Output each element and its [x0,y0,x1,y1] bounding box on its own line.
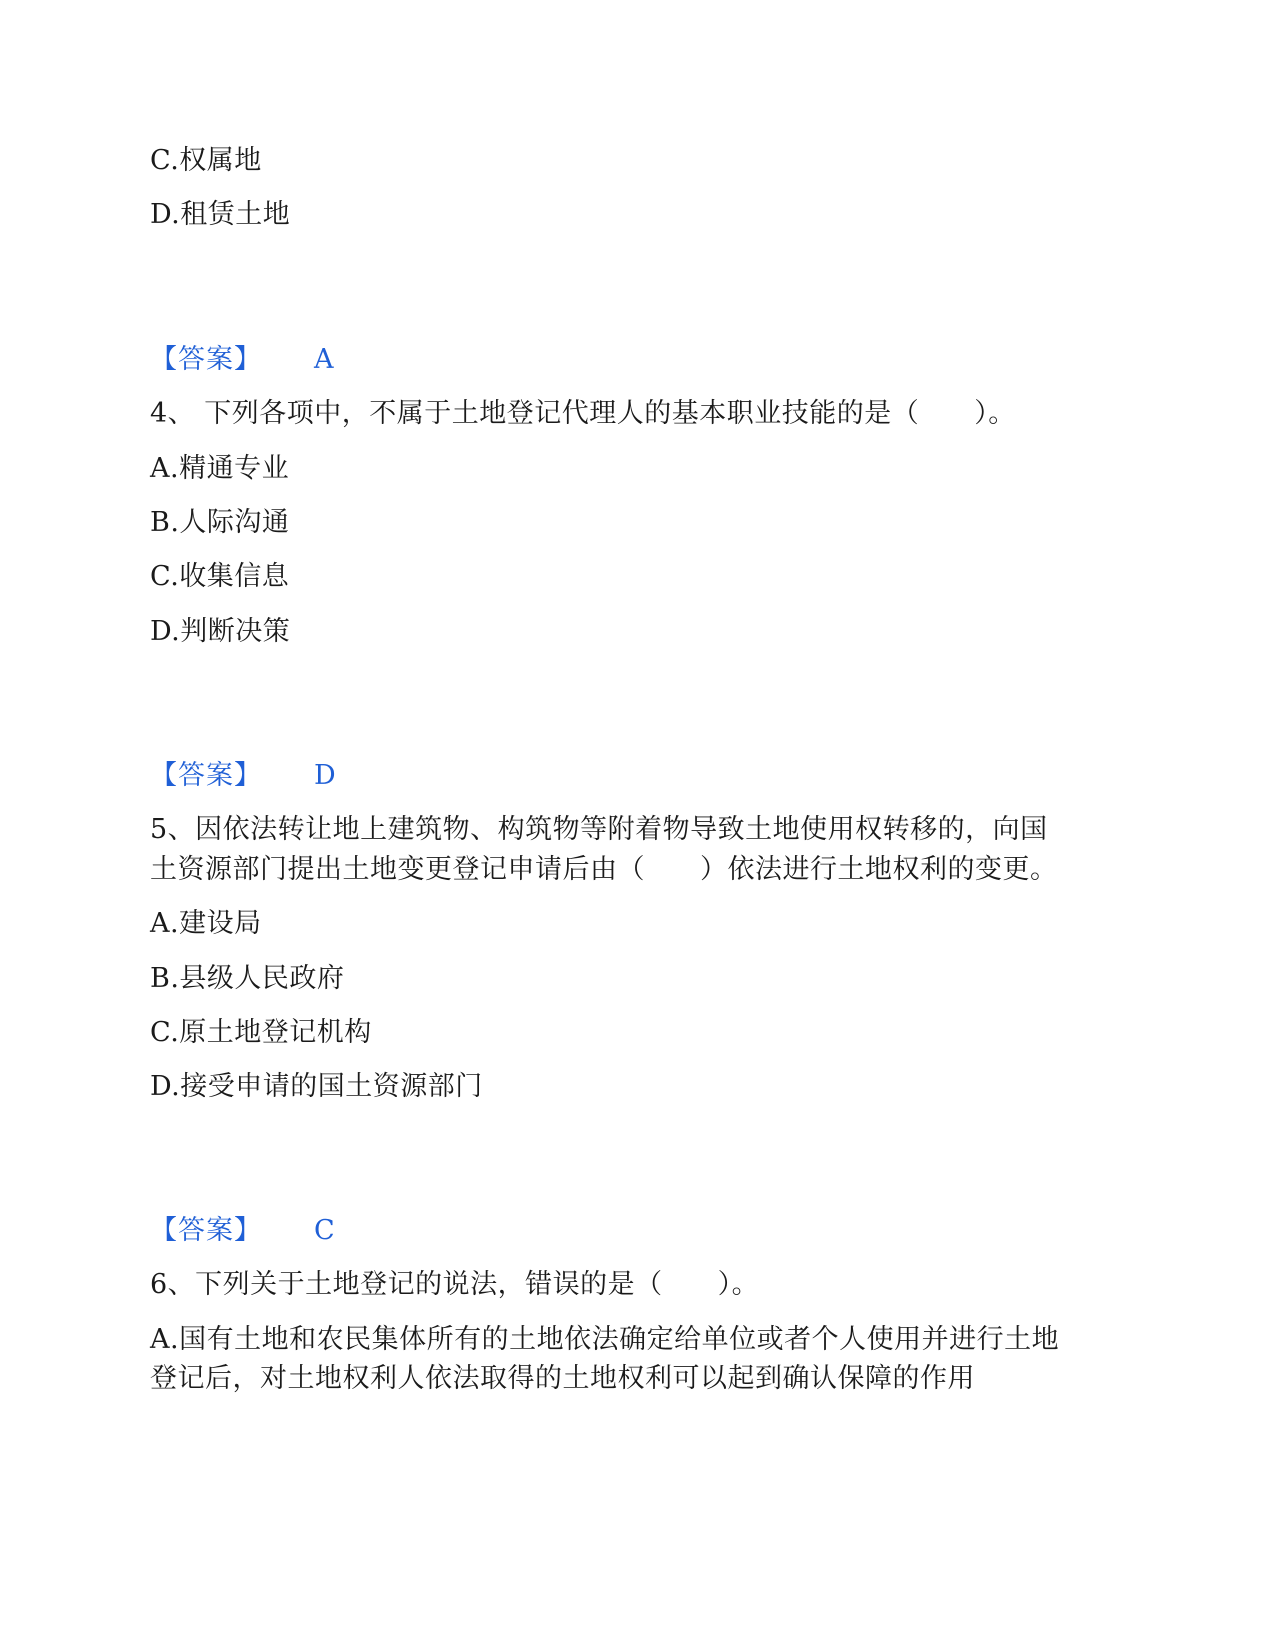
q5-answer [150,1206,335,1256]
q3-answer [150,335,334,385]
q4-option-d: D.判断决策 [150,616,291,647]
answer-label: 【答案】 [150,344,262,375]
q4-stem: 4、 下列各项中，不属于土地登记代理人的基本职业技能的是（ ）。 [150,398,1016,429]
q5-option-c: C.原土地登记机构 [150,1017,372,1048]
q4-option-a: A.精通专业 [150,453,290,484]
answer-label: 【答案】 [150,1215,262,1246]
q5-stem-line-1: 5、因依法转让地上建筑物、构筑物等附着物导致土地使用权转移的，向国 [150,814,1048,845]
answer-label: 【答案】 [150,760,262,791]
q5-option-a: A.建设局 [150,908,262,939]
q6-option-a-line-1: A.国有土地和农民集体所有的土地依法确定给单位或者个人使用并进行土地 [150,1324,1060,1355]
q6-stem: 6、下列关于土地登记的说法，错误的是（ ）。 [150,1269,760,1300]
answer-value: A [314,344,334,375]
q3-option-c: C.权属地 [150,145,262,176]
q4-option-b: B.人际沟通 [150,507,290,538]
q4-answer [150,751,336,801]
q5-option-b: B.县级人民政府 [150,963,345,994]
q6-option-a-line-2: 登记后，对土地权利人依法取得的土地权利可以起到确认保障的作用 [150,1363,975,1394]
answer-value: D [314,760,336,791]
q5-option-d: D.接受申请的国土资源部门 [150,1071,483,1102]
q5-stem-line-2: 土资源部门提出土地变更登记申请后由（ ）依法进行土地权利的变更。 [150,854,1058,885]
q3-option-d: D.租赁土地 [150,199,291,230]
q4-option-c: C.收集信息 [150,561,290,592]
answer-value: C [314,1215,335,1246]
